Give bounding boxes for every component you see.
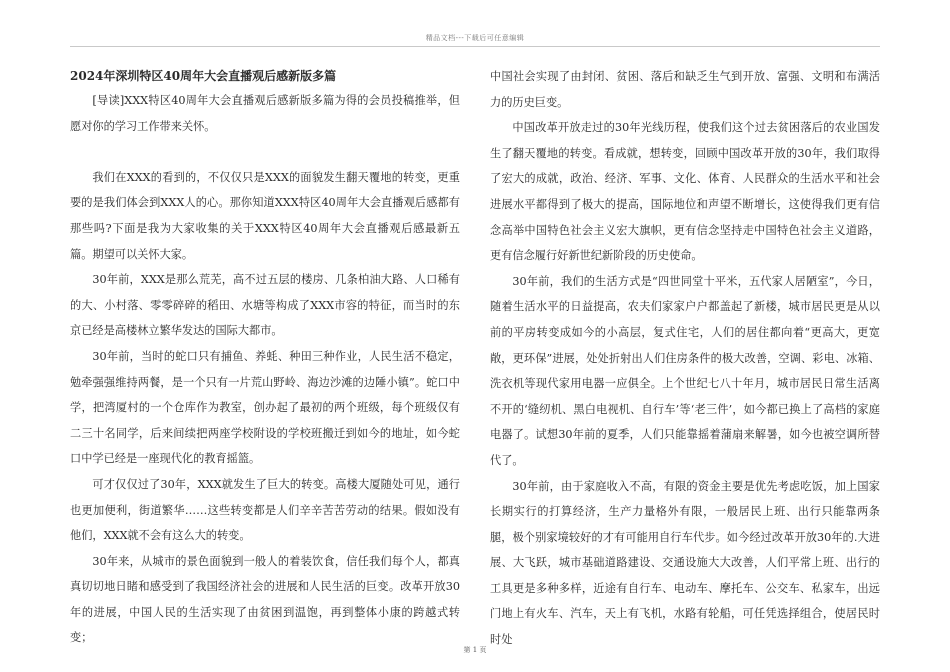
document-title: 2024年深圳特区40周年大会直播观后感新版多篇 [70, 69, 337, 83]
header-divider [70, 46, 880, 47]
body-paragraph: 中国改革开放走过的30年光线历程，使我们这个过去贫困落后的农业国发生了翻天覆地的转变。看成就，想转变，回顾中国改革开放的30年，我们取得了宏大的成就，政治、经济、军事、文化、体育、人民群众的生活水平和社会进展水平都得到了极大的提高，国际地位和声望不断增长，这使得我们更有信念高举中国特色社会主义宏大旗帜，更有信念坚持走中国特色社会主义道路，更有信念履行好新世纪新阶段的历史使命。 [490, 121, 880, 263]
body-paragraph: 30年来，从城市的景色面貌到一般人的着装饮食，信任我们每个人，都真真切切地日睹和感受到了我国经济社会的进展和人民生活的巨变。改革开放30年的进展，中国人民的生活实现了由贫困到温饱，再到整体小康的跨越式转变； [70, 554, 460, 645]
body-paragraph: 我们在XXX的看到的，不仅仅只是XXX的面貌发生翻天覆地的转变，更重要的是我们体会到XXX人的心。那你知道XXX特区40周年大会直播观后感都有那些吗?下面是我为大家收集的关于XXX特区40周年大会直播观后感最新五篇。期望可以关怀大家。 [70, 170, 460, 261]
right-column [490, 64, 880, 653]
blank-line [70, 139, 460, 165]
header-note: 精品文档---下载后可任意编辑 [425, 34, 525, 42]
page-number: 第 1 页 [463, 646, 487, 654]
body-paragraph: 30年前，XXX是那么荒芜，高不过五层的楼房、几条柏油大路、人口稀有的大、小村落、零零碎碎的稻田、水塘等构成了XXX市容的特征，而当时的东京已经是高楼林立繁华发达的国际大都市。 [70, 273, 460, 338]
body-paragraph: 30年前，当时的蛇口只有捕鱼、养蚝、种田三种作业，人民生活不稳定，勉牵强强维持两餐，是一个只有一片荒山野岭、海边沙滩的边陲小镇”。蛇口中学，把湾厦村的一个仓库作为教室，创办起了最初的两个班级，每个班级仅有二三十名同学，后来间续把两座学校附设的学校班搬迁到如今的地址，如今蛇口中学已经是一座现代化的教育摇篮。 [70, 349, 460, 466]
body-paragraph: 中国社会实现了由封闭、贫困、落后和缺乏生气到开放、富强、文明和布满活力的历史巨变。 [490, 70, 880, 109]
intro-paragraph: [导读]XXX特区40周年大会直播观后感新版多篇为得的会员投稿推举，但愿对你的学习工作带来关怀。 [70, 94, 460, 133]
body-paragraph: 30年前，由于家庭收入不高，有限的资金主要是优先考虑吃饭，加上国家长期实行的打算经济，生产力量格外有限，一般居民上班、出行只能靠两条腿，极个别家境较好的才有可能用自行车代步。如今经过改革开放30年的.大进展、大飞跃，城市基础道路建设、交通设施大大改善，人们平常上班、出行的工具更是多种多样，近途有自行车、电动车、摩托车、公交车、私家车，出远门地上有火车、汽车，天上有飞机，水路有轮船，可任凭选择组合，使居民时时处 [490, 479, 880, 647]
body-paragraph: 30年前，我们的生活方式是“四世同堂十平米，五代家人居陋室”，今日，随着生活水平的日益提高，农夫们家家户户都盖起了新楼，城市居民更是从以前的平房转变成如今的小高层，复式住宅，人们的居住都向着“更高大，更宽敞，更环保”进展，处处折射出人们住房条件的极大改善，空调、彩电、冰箱、洗衣机等现代家用电器一应俱全。上个世纪七八十年月，城市居民日常生活离不开的‘缝纫机、黑白电视机、自行车’等‘老三件’，如今都已换上了高档的家庭电器了。试想30年前的夏季，人们只能靠摇着蒲扇来解暑，如今也被空调所替代了。 [490, 274, 880, 467]
body-paragraph: 可才仅仅过了30年，XXX就发生了巨大的转变。高楼大厦随处可见，通行也更加便利，街道繁华……这些转变都是人们辛辛苦苦劳动的结果。假如没有他们，XXX就不会有这么大的转变。 [70, 477, 460, 543]
left-column [70, 64, 460, 651]
